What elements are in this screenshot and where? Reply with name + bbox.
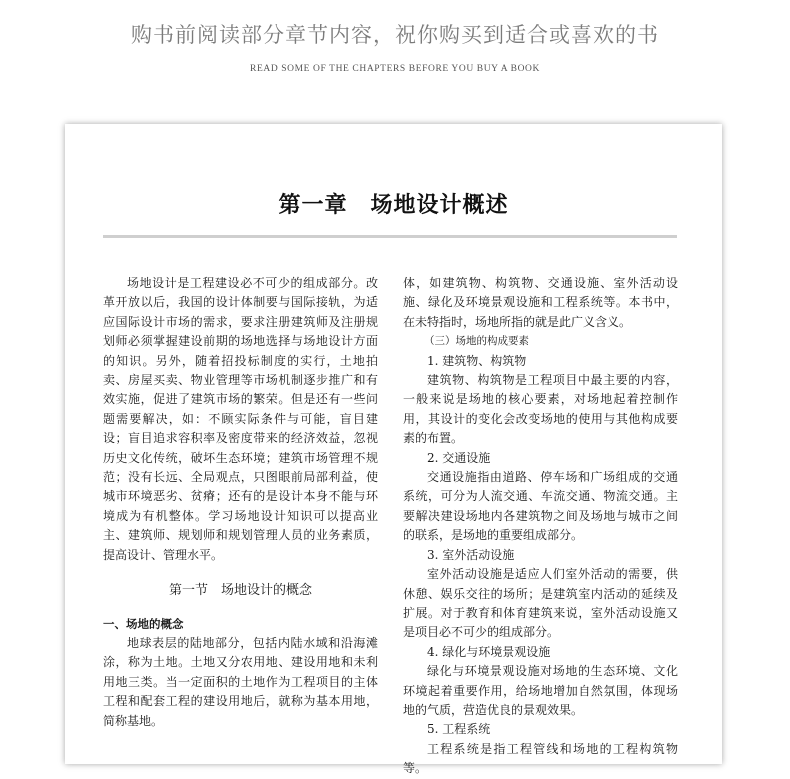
left-column xyxy=(103,274,378,731)
item1-text: 建筑物、构筑物是工程项目中最主要的内容，一般来说是场地的核心要素，对场地起着控制作用，其设计的变化会改变场地的使用与其他构成要素的布置。 xyxy=(403,373,678,446)
item4-title: 4. 绿化与环境景观设施 xyxy=(427,644,551,659)
item1-title: 1. 建筑物、构筑物 xyxy=(427,353,527,368)
elements-heading: （三）场地的构成要素 xyxy=(424,335,529,348)
intro-paragraph: 场地设计是工程建设必不可少的组成部分。改革开放以后，我国的设计体制要与国际接轨，为适应国际设计市场的需求，要求注册建筑师及注册规划师必须掌握建设前期的场地选择与场地设计方面的知识。另外，随着招投标制度的实行，土地拍卖、房屋买卖、物业管理等市场机制逐步推广和有效实施，促进了建筑市场的繁荣。但是还有一些问题需要解决，如：不顾实际条件与可能，盲目建设；盲目追求容积率及密度带来的经济效益，忽视历史文化传统，破坏生态环境；建筑市场管理不规范；没有长远、全局观点，只图眼前局部利益，使城市环境恶劣、贫瘠；还有的是设计本身不能与环境成为有机整体。学习场地设计知识可以提高业主、建筑师、规划师和规划管理人员的业务素质，提高设计、管理水平。 xyxy=(103,276,378,562)
item4-text: 绿化与环境景观设施对场地的生态环境、文化环境起着重要作用，给场地增加自然氛围，体现场地的气质，营造优良的景观效果。 xyxy=(403,664,678,717)
book-page xyxy=(65,124,722,776)
banner-subtitle: READ SOME OF THE CHAPTERS BEFORE YOU BUY A BOOK xyxy=(250,64,540,74)
item5-title: 5. 工程系统 xyxy=(427,722,491,737)
item3-title: 3. 室外活动设施 xyxy=(427,547,515,562)
item3-text: 室外活动设施是适应人们室外活动的需要，供休憩、娱乐交往的场所；是建筑室内活动的延续及扩展。对于教育和体育建筑来说，室外活动设施又是项目必不可少的组成部分。 xyxy=(403,567,678,640)
sub-heading: 一、场地的概念 xyxy=(103,616,184,631)
banner-title: 购书前阅读部分章节内容，祝你购买到适合或喜欢的书 xyxy=(131,23,659,47)
item2-text: 交通设施指由道路、停车场和广场组成的交通系统，可分为人流交通、车流交通、物流交通。主要解决建设场地内各建筑物之间及场地与城市之间的联系，是场地的重要组成部分。 xyxy=(403,470,678,543)
concept-paragraph: 地球表层的陆地部分，包括内陆水域和沿海滩涂，称为土地。土地又分农用地、建设用地和未利用地三类。当一定面积的土地作为工程项目的主体工程和配套工程的建设用地后，就称为基本用地，简称基地。 xyxy=(103,635,378,728)
right-column xyxy=(403,274,678,779)
chapter-title: 第一章 场地设计概述 xyxy=(278,193,509,218)
item2-title: 2. 交通设施 xyxy=(427,450,491,465)
item5-text: 工程系统是指工程管线和场地的工程构筑物等。 xyxy=(403,741,678,776)
title-divider xyxy=(103,235,677,238)
continuation-paragraph: 体，如建筑物、构筑物、交通设施、室外活动设施、绿化及环境景观设施和工程系统等。本书中，在未特指时，场地所指的就是此广义含义。 xyxy=(403,276,678,329)
section-title: 第一节 场地设计的概念 xyxy=(168,583,312,599)
